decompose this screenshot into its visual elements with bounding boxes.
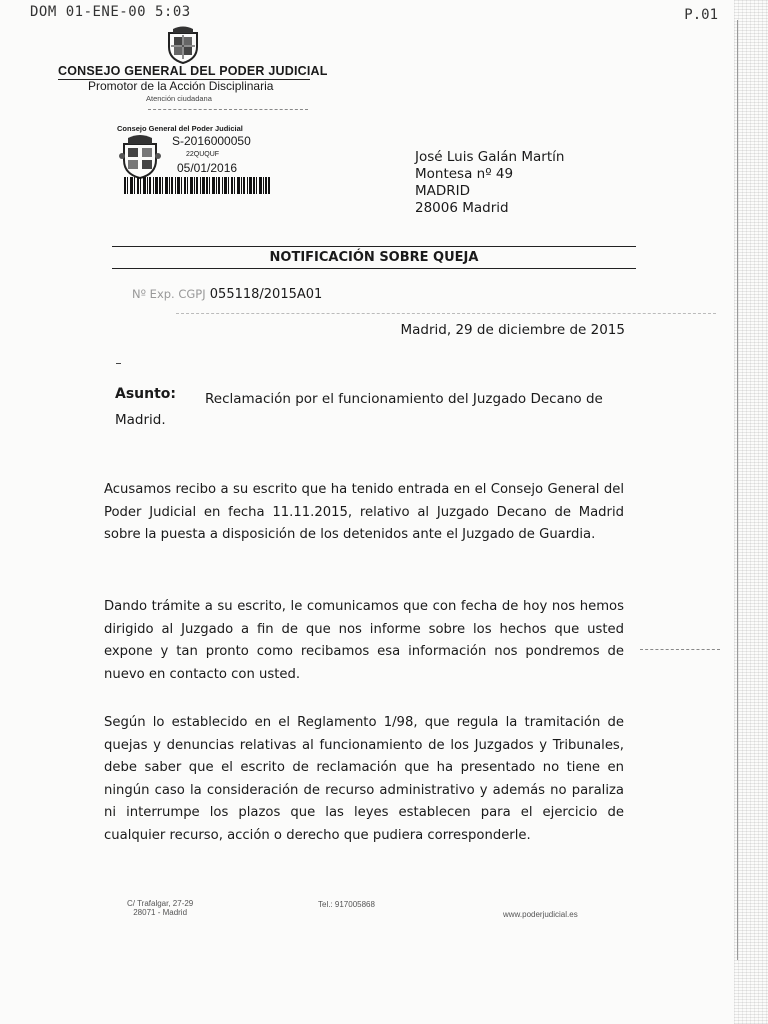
letter-date: Madrid, 29 de diciembre de 2015	[400, 322, 625, 338]
recipient-street: Montesa nº 49	[415, 166, 514, 182]
registry-stamp-org: Consejo General del Poder Judicial	[117, 124, 243, 133]
footer-address-line: 28071 - Madrid	[133, 908, 188, 917]
stamp-crest-icon	[118, 134, 162, 180]
body-paragraph: Según lo establecido en el Reglamento 1/98, que regula la tramitación de quejas y denuncias relativas al funcionamiento de los Juzgados y Tribunales, debe saber que el escrito de reclamación que ha presentado no tiene en ningún caso la consideración de recurso administrativo y además no paraliza ni interrumpe los plazos que las leyes establecen para el ejercicio de cualquier recurso, acción o derecho que pudiera corresponderle.	[104, 715, 624, 843]
case-reference-label: Nº Exp. CGPJ	[132, 287, 206, 301]
footer-address	[127, 899, 193, 917]
footer-phone: Tel.: 917005868	[318, 900, 375, 909]
letterhead-divider	[148, 109, 308, 111]
stray-mark	[116, 363, 121, 364]
registry-code: 22QUQUF	[186, 151, 220, 158]
coat-of-arms-icon	[163, 25, 203, 65]
case-reference-number: 055118/2015A01	[209, 287, 323, 302]
heading-rule-bottom	[112, 268, 636, 269]
registry-date: 05/01/2016	[177, 161, 238, 175]
case-reference	[132, 287, 322, 302]
recipient-name: José Luis Galán Martín	[415, 149, 565, 165]
organization-name: CONSEJO GENERAL DEL PODER JUDICIAL	[58, 64, 328, 78]
body-paragraph: Acusamos recibo a su escrito que ha tenido entrada en el Consejo General del Poder Judicial en fecha 11.11.2015, relativo al Juzgado Decano de Madrid sobre la puesta a disposición de los detenidos ante el Juzgado de Guardia.	[104, 482, 624, 542]
case-reference-divider	[176, 313, 716, 315]
fax-edge-line	[737, 20, 738, 960]
fax-page-number: P.01	[684, 7, 718, 23]
recipient-postal: 28006 Madrid	[415, 200, 509, 216]
recipient-address	[415, 149, 564, 217]
heading-rule-top	[112, 246, 636, 247]
fax-noise-strip	[734, 0, 768, 1024]
registry-number: S-2016000050	[172, 134, 251, 148]
document-heading: NOTIFICACIÓN SOBRE QUEJA	[269, 250, 479, 265]
recipient-city: MADRID	[415, 183, 471, 199]
fax-transmission-header: DOM 01-ENE-00 5:03	[30, 4, 191, 20]
subject-text: Reclamación por el funcionamiento del Juzgado Decano de Madrid.	[115, 391, 603, 428]
footer-address-line: C/ Trafalgar, 27-29	[127, 899, 194, 908]
margin-mark	[640, 649, 720, 651]
department-name: Promotor de la Acción Disciplinaria	[88, 79, 274, 93]
body-paragraph: Dando trámite a su escrito, le comunicamos que con fecha de hoy nos hemos dirigido al Juzgado a fin de que nos informe sobre los hechos que usted expone y tan pronto como recibamos esa información nos pondremos de nuevo en contacto con usted.	[104, 599, 624, 682]
service-name: Atención ciudadana	[146, 94, 212, 103]
barcode	[124, 177, 270, 194]
footer-website-link[interactable]: www.poderjudicial.es	[503, 910, 578, 919]
subject-label: Asunto:	[115, 386, 177, 402]
